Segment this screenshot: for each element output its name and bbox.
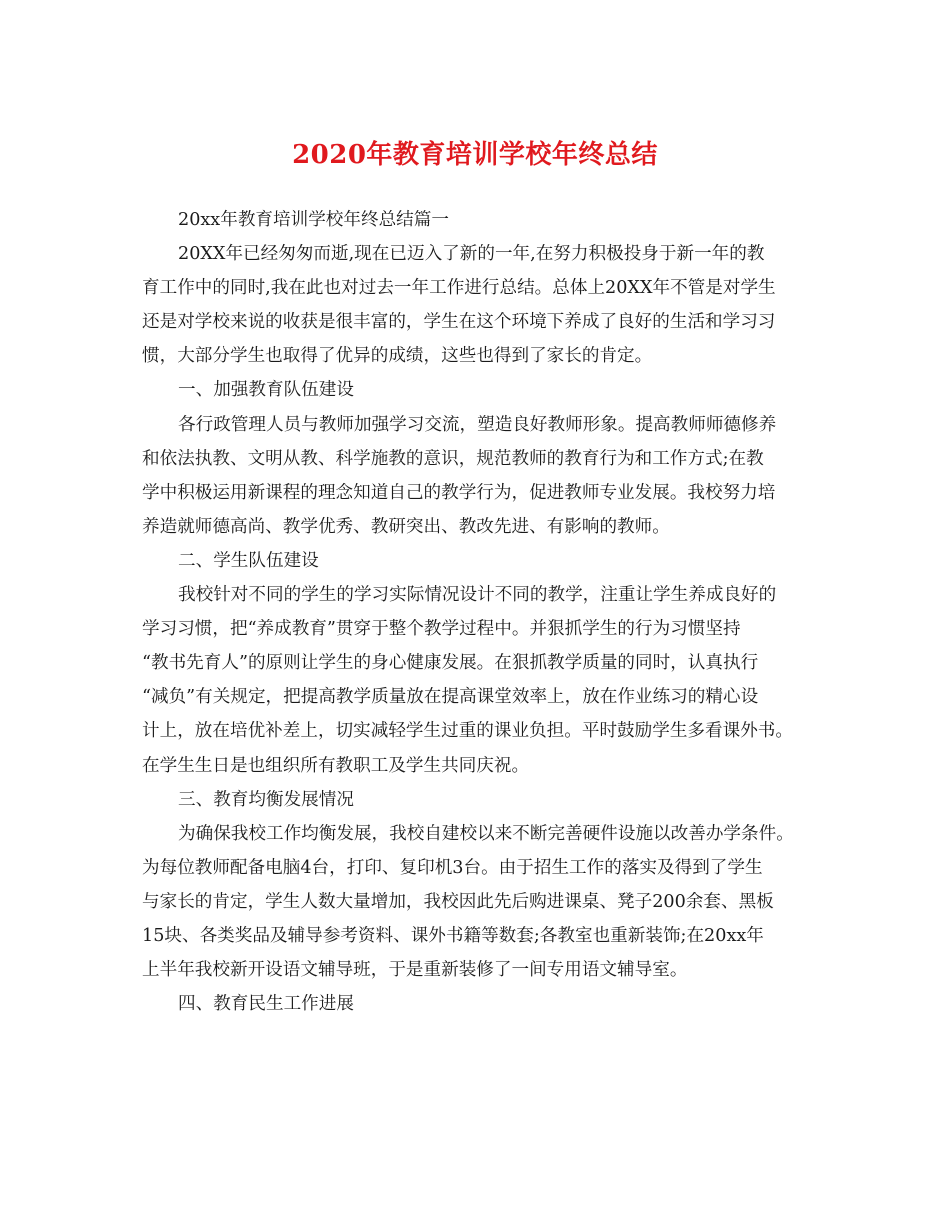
document-line: 和依法执教、文明从教、科学施教的意识，规范教师的教育行为和工作方式;在教 xyxy=(142,448,764,469)
document-line: 还是对学校来说的收获是很丰富的，学生在这个环境下养成了良好的生活和学习习 xyxy=(142,312,776,333)
section-heading: 三、教育均衡发展情况 xyxy=(178,789,354,810)
document-line: 在学生生日是也组织所有教职工及学生共同庆祝。 xyxy=(142,755,530,776)
section-heading: 一、加强教育队伍建设 xyxy=(178,380,354,401)
document-line: 育工作中的同时,我在此也对过去一年工作进行总结。总体上20XX年不管是对学生 xyxy=(142,278,776,299)
document-line: 各行政管理人员与教师加强学习交流，塑造良好教师形象。提高教师师德修养 xyxy=(178,414,777,435)
document-line: 为确保我校工作均衡发展，我校自建校以来不断完善硬件设施以改善办学条件。 xyxy=(178,823,794,844)
document-line: 学中积极运用新课程的理念知道自己的教学行为，促进教师专业发展。我校努力培 xyxy=(142,482,776,503)
section-heading: 二、学生队伍建设 xyxy=(178,550,319,571)
document-line: 上半年我校新开设语文辅导班，于是重新装修了一间专用语文辅导室。 xyxy=(142,960,688,981)
document-line: 20xx年教育培训学校年终总结篇一 xyxy=(178,210,449,230)
document-line: 学习习惯，把“养成教育”贯穿于整个教学过程中。并狠抓学生的行为习惯坚持 xyxy=(142,619,741,640)
section-heading: 四、教育民生工作进展 xyxy=(178,994,354,1015)
document-line: 为每位教师配备电脑4台，打印、复印机3台。由于招生工作的落实及得到了学生 xyxy=(142,857,763,878)
document-line: 惯，大部分学生也取得了优异的成绩，这些也得到了家长的肯定。 xyxy=(142,346,653,367)
document-line: 与家长的肯定，学生人数大量增加，我校因此先后购进课桌、凳子200余套、黑板 xyxy=(142,891,774,912)
document-line: 养造就师德高尚、教学优秀、教研突出、教改先进、有影响的教师。 xyxy=(142,516,670,537)
document-title: 2020年教育培训学校年终总结 xyxy=(292,140,658,170)
document-body xyxy=(142,203,806,1021)
document-line: 15块、各类奖品及辅导参考资料、课外书籍等数套;各教室也重新装饰;在20xx年 xyxy=(142,925,764,946)
document-line: “减负”有关规定，把提高教学质量放在提高课堂效率上，放在作业练习的精心设 xyxy=(142,687,759,708)
document-line: “教书先育人”的原则让学生的身心健康发展。在狠抓教学质量的同时，认真执行 xyxy=(142,653,759,674)
document-line: 20XX年已经匆匆而逝,现在已迈入了新的一年,在努力积极投身于新一年的教 xyxy=(178,244,765,265)
document-line: 计上，放在培优补差上，切实减轻学生过重的课业负担。平时鼓励学生多看课外书。 xyxy=(142,721,793,742)
document-line: 我校针对不同的学生的学习实际情况设计不同的教学，注重让学生养成良好的 xyxy=(178,585,777,606)
